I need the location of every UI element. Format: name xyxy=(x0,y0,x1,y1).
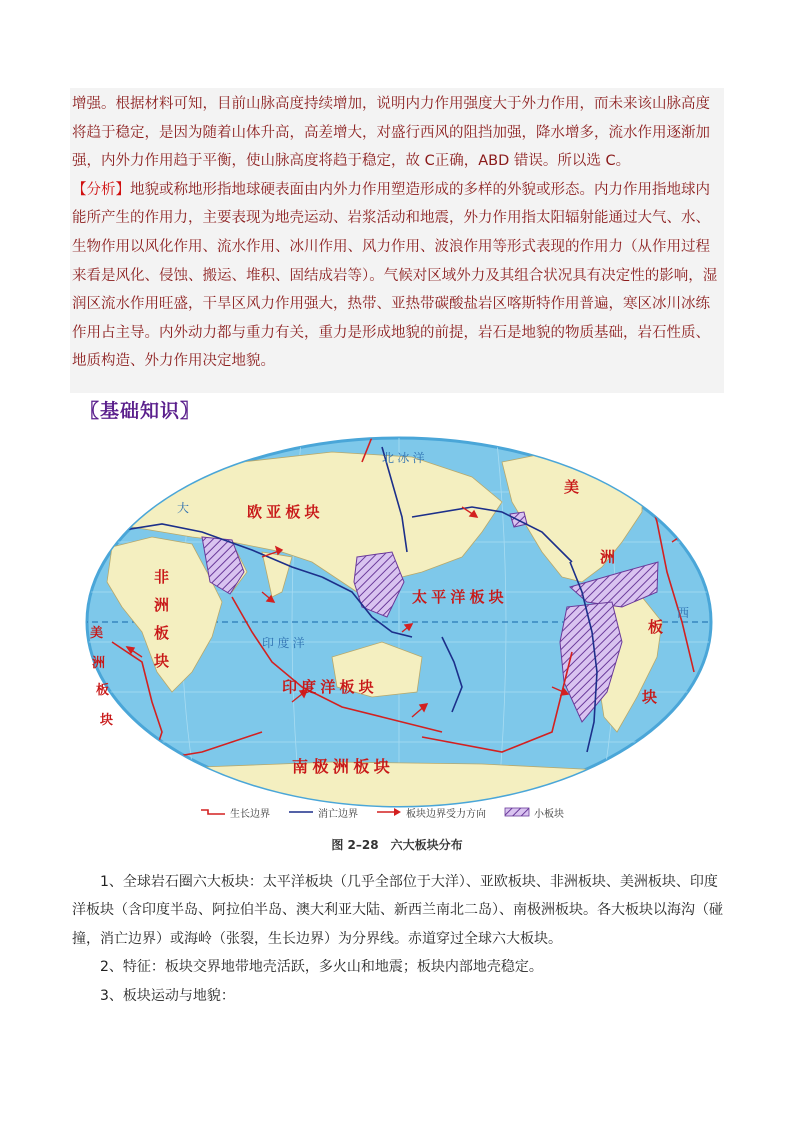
label-antarctic-plate: 南 极 洲 板 块 xyxy=(292,759,390,776)
section-heading: 〖基础知识〗 xyxy=(80,400,201,422)
ridge-symbol-icon xyxy=(200,807,226,817)
legend-small-label: 小板块 xyxy=(534,808,564,820)
analysis-text: 地貌或称地形指地球硬表面由内外力作用塑造形成的多样的外貌或形态。内力作用指地球内能所产生的作用力，主要表现为地壳运动、岩浆活动和地震，外力作用指太阳辐射能通过大气、水、生物作用以风化作用、流水作用、冰川作用、风力作用、波浪作用等形式表现的作用力（从作用过程来看是风化、侵蚀、搬运、堆积、固结成岩等）。气候对区域外力及其组合状况具有决定性的影响，湿润区流水作用旺盛，干旱区风力作用强大，热带、亚热带碳酸盐岩区喀斯特作用普遍，寒区冰川冰练作用占主导。内外动力都与重力有关，重力是形成地貌的前提，岩石是地貌的物质基础，岩石性质、地质构造、外力作用决定地貌。 xyxy=(72,181,718,370)
arrow-symbol-icon xyxy=(376,807,402,817)
legend-ridge xyxy=(200,805,270,820)
trench-symbol-icon xyxy=(288,807,314,817)
hatch-symbol-icon xyxy=(504,807,530,817)
label-american-right-1: 美 xyxy=(564,479,580,496)
knowledge-text xyxy=(72,868,724,1010)
map-legend xyxy=(200,803,600,821)
label-american-right-4: 块 xyxy=(642,689,658,706)
analysis-paragraph xyxy=(72,176,722,376)
label-american-left-1: 美 xyxy=(90,625,104,640)
label-arctic-ocean: 北 冰 洋 xyxy=(382,451,425,465)
label-african-2: 洲 xyxy=(154,597,170,614)
label-indian-plate: 印 度 洋 板 块 xyxy=(282,679,374,696)
plate-map-svg xyxy=(82,432,716,822)
label-american-left-2: 洲 xyxy=(92,655,106,670)
answer-paragraph: 增强。根据材料可知，目前山脉高度持续增加，说明内力作用强度大于外力作用，而未来该山脉高度将趋于稳定，是因为随着山体升高，高差增大，对盛行西风的阻挡加强，降水增多，流水作用逐渐加强，内外力作用趋于平衡，使山脉高度将趋于稳定，故 C正确，ABD 错误。所以选 C。 xyxy=(72,96,710,170)
label-american-left-3: 板 xyxy=(96,682,110,697)
analysis-tag: 【分析】 xyxy=(72,181,130,198)
answer-explanation xyxy=(72,90,722,376)
knowledge-point-1: 1、全球岩石圈六大板块：太平洋板块（几乎全部位于大洋）、亚欧板块、非洲板块、美洲板块、印度洋板块（含印度半岛、阿拉伯半岛、澳大利亚大陆、新西兰南北二岛）、南极洲板块。各大板块以海沟（碰撞，消亡边界）或海岭（张裂，生长边界）为分界线。赤道穿过全球六大板块。 xyxy=(72,874,723,947)
legend-trench xyxy=(288,805,358,820)
label-pacific-plate: 太 平 洋 板 块 xyxy=(412,589,504,606)
label-american-left-4: 块 xyxy=(100,712,114,727)
label-african-1: 非 xyxy=(154,569,170,586)
plate-map xyxy=(82,432,716,822)
label-american-right-3: 板 xyxy=(648,619,664,636)
label-african-3: 板 xyxy=(154,625,170,642)
knowledge-point-2: 2、特征：板块交界地带地壳活跃，多火山和地震；板块内部地壳稳定。 xyxy=(100,959,543,976)
label-eurasian-plate: 欧 亚 板 块 xyxy=(247,504,320,521)
figure-caption: 图 2–28 六大板块分布 xyxy=(331,838,463,852)
legend-arrow xyxy=(376,805,486,820)
label-indian-ocean: 印 度 洋 xyxy=(262,636,305,650)
legend-ridge-label: 生长边界 xyxy=(230,808,270,820)
label-american-right-2: 洲 xyxy=(600,549,616,566)
label-atlantic-top: 大 xyxy=(177,501,190,515)
legend-trench-label: 消亡边界 xyxy=(318,808,358,820)
label-african-4: 块 xyxy=(154,653,170,670)
label-atlantic-west: 西 xyxy=(677,606,690,620)
legend-arrow-label: 板块边界受力方向 xyxy=(406,808,486,820)
knowledge-point-3: 3、板块运动与地貌： xyxy=(100,987,235,1004)
legend-small-plate xyxy=(504,805,564,820)
